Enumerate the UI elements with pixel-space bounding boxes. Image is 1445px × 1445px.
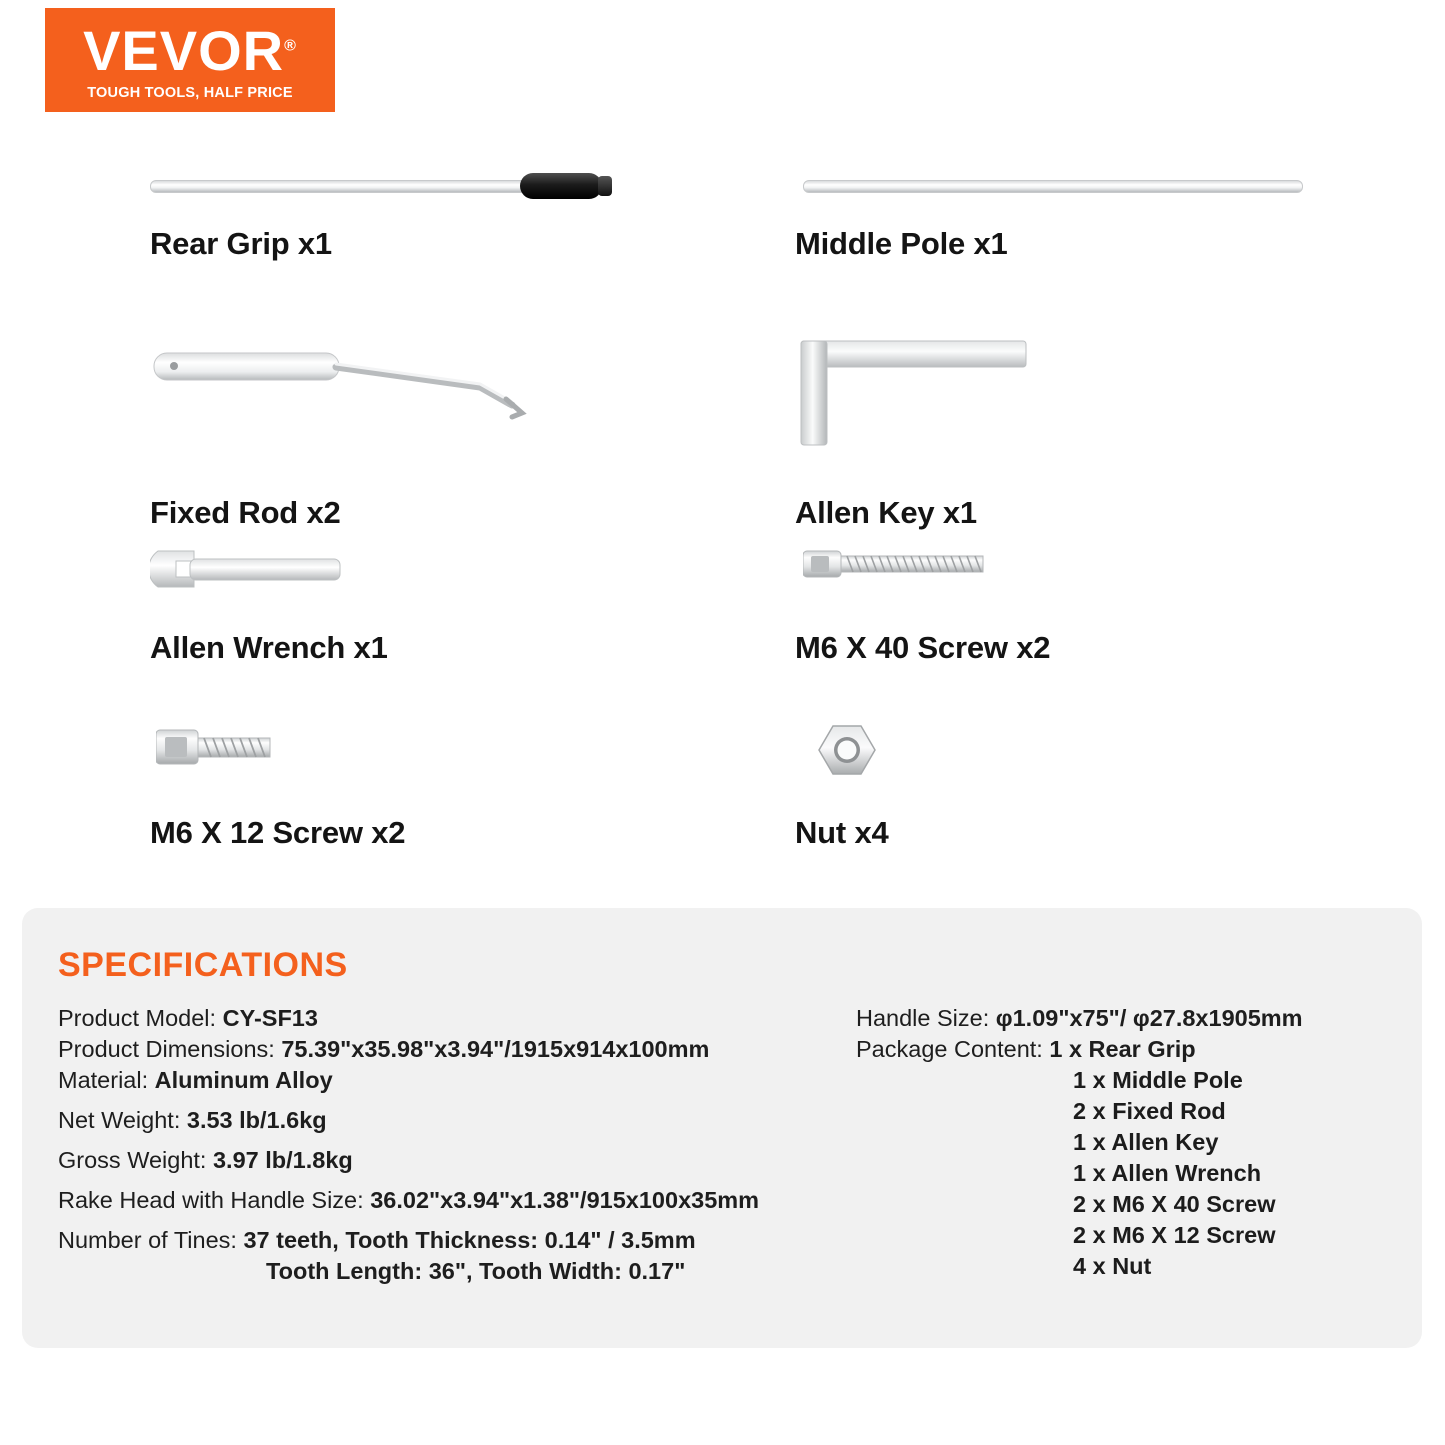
- part-item: [795, 325, 1355, 531]
- part-label: Middle Pole x1: [795, 226, 1008, 261]
- spec-key: Product Dimensions:: [58, 1036, 282, 1062]
- registered-mark-icon: ®: [284, 37, 297, 55]
- specifications-left-column: [58, 1003, 848, 1287]
- part-label: Nut x4: [795, 815, 889, 850]
- spec-value: 3.97 lb/1.8kg: [212, 1147, 353, 1173]
- spec-value: 1 x Rear Grip: [1049, 1036, 1196, 1062]
- spec-row-net-weight: [58, 1105, 848, 1136]
- part-item: [795, 525, 1355, 666]
- part-item: [795, 140, 1355, 262]
- spec-key: Rake Head with Handle Size:: [58, 1187, 371, 1213]
- spec-row-gross-weight: [58, 1145, 848, 1176]
- spec-key: Number of Tines:: [58, 1227, 244, 1253]
- spec-row-rake-head-size: [58, 1185, 848, 1216]
- spec-row-number-of-tines: [58, 1225, 848, 1256]
- part-item: [150, 325, 710, 531]
- pole-with-grip-icon: [150, 140, 710, 226]
- brand-name-text: VEVOR: [83, 19, 285, 82]
- spec-value: φ1.09"x75"/ φ27.8x1905mm: [995, 1005, 1303, 1031]
- package-content-item: 1 x Allen Key: [1073, 1129, 1219, 1155]
- part-label: Fixed Rod x2: [150, 495, 341, 530]
- package-content-item: 2 x M6 X 12 Screw: [1073, 1222, 1276, 1248]
- part-item: [150, 525, 710, 666]
- part-item: [150, 140, 710, 262]
- package-content-item: 4 x Nut: [1073, 1253, 1152, 1279]
- long-screw-icon: [795, 525, 1355, 630]
- part-item: [150, 710, 710, 851]
- brand-logo: [45, 8, 335, 112]
- parts-list: [0, 130, 1445, 890]
- package-content-item: 1 x Middle Pole: [1073, 1067, 1243, 1093]
- pole-icon: [795, 140, 1355, 226]
- package-content-item: 2 x M6 X 40 Screw: [1073, 1191, 1276, 1217]
- spec-row-tooth-details: [58, 1256, 848, 1287]
- hex-nut-icon: [795, 710, 1355, 815]
- allen-key-icon: [795, 325, 1355, 495]
- open-end-wrench-icon: [150, 525, 710, 630]
- spec-value: Aluminum Alloy: [154, 1067, 333, 1093]
- spec-key: Package Content:: [856, 1036, 1050, 1062]
- part-item: [795, 710, 1355, 851]
- spec-key: Net Weight:: [58, 1107, 187, 1133]
- brand-tagline: TOUGH TOOLS, HALF PRICE: [87, 85, 293, 101]
- specifications-panel: [22, 908, 1422, 1348]
- spec-key: Handle Size:: [856, 1005, 996, 1031]
- part-label: M6 X 12 Screw x2: [150, 815, 406, 850]
- spec-key: Material:: [58, 1067, 155, 1093]
- fixed-rod-icon: [150, 325, 710, 495]
- spec-row-handle-size: [856, 1003, 1401, 1034]
- spec-key: Product Model:: [58, 1005, 223, 1031]
- spec-row-material: [58, 1065, 848, 1096]
- spec-value: Tooth Length: 36", Tooth Width: 0.17": [266, 1258, 686, 1284]
- spec-value: CY-SF13: [222, 1005, 318, 1031]
- spec-row-product-dimensions: [58, 1034, 848, 1065]
- spec-key: Gross Weight:: [58, 1147, 213, 1173]
- spec-row-package-content: [856, 1034, 1401, 1065]
- spec-value: 36.02"x3.94"x1.38"/915x100x35mm: [370, 1187, 760, 1213]
- spec-value: 75.39"x35.98"x3.94"/1915x914x100mm: [281, 1036, 710, 1062]
- package-content-item: 2 x Fixed Rod: [1073, 1098, 1226, 1124]
- spec-row-product-model: [58, 1003, 848, 1034]
- part-label: Allen Key x1: [795, 495, 977, 530]
- brand-name: [83, 19, 297, 82]
- specifications-right-column: [856, 1003, 1401, 1282]
- part-label: Rear Grip x1: [150, 226, 332, 261]
- part-label: Allen Wrench x1: [150, 630, 388, 665]
- part-label: M6 X 40 Screw x2: [795, 630, 1051, 665]
- specifications-title: SPECIFICATIONS: [58, 946, 348, 984]
- short-screw-icon: [150, 710, 710, 815]
- spec-value: 37 teeth, Tooth Thickness: 0.14" / 3.5mm: [243, 1227, 696, 1253]
- spec-value: 3.53 lb/1.6kg: [186, 1107, 327, 1133]
- package-content-item: 1 x Allen Wrench: [1073, 1160, 1262, 1186]
